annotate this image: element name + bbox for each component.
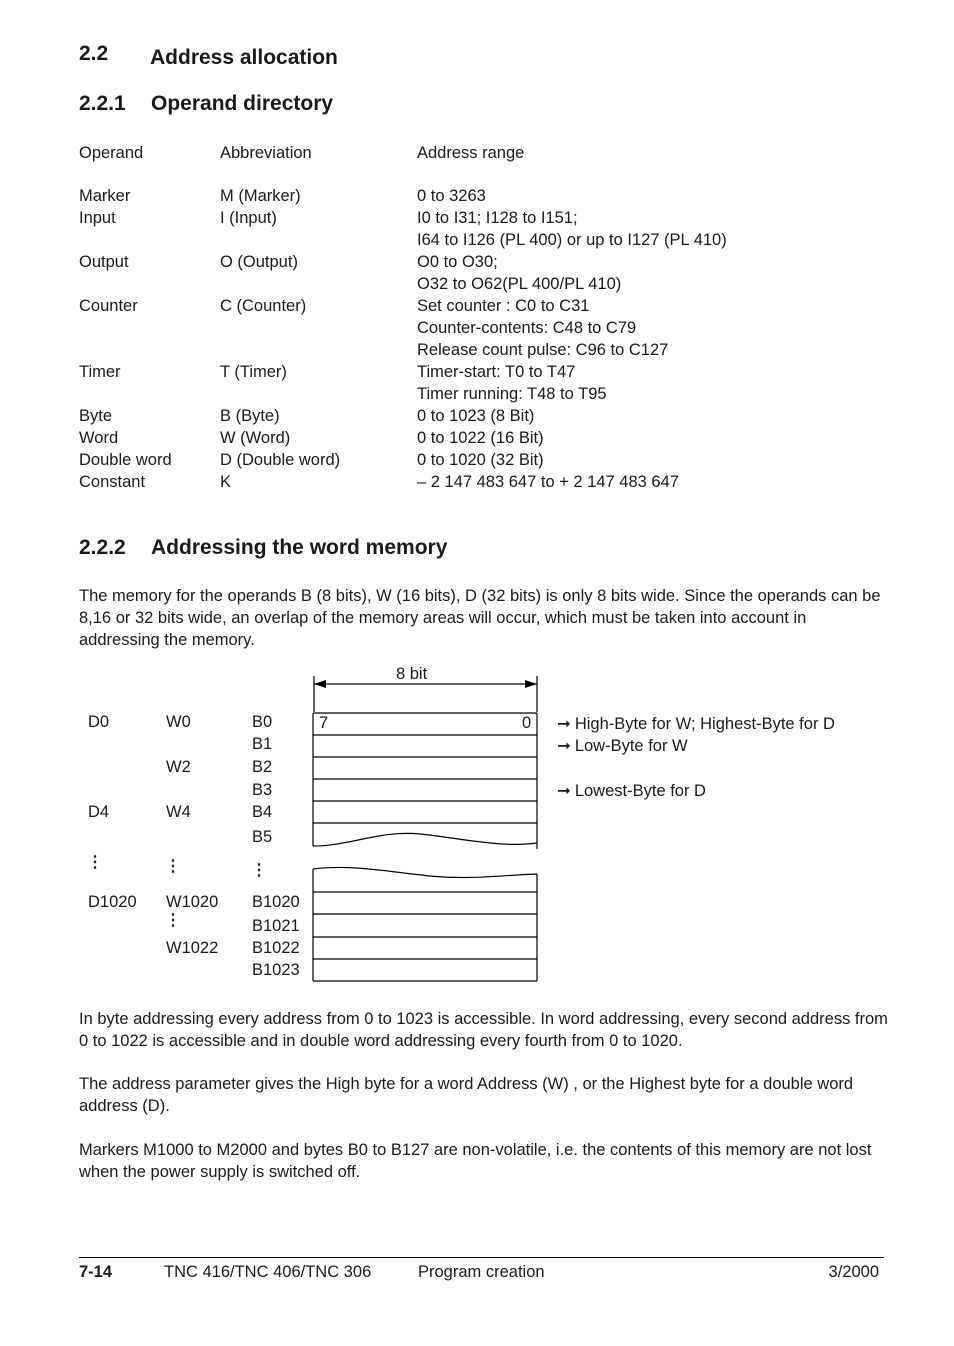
subsection-number: 2.2.2 (79, 536, 126, 559)
label-w2: W2 (166, 758, 191, 776)
note-lowest-byte (557, 781, 706, 801)
section-number: 2.2 (79, 42, 109, 65)
cell-abbreviation: M (Marker) (220, 187, 301, 205)
cell-operand: Marker (79, 187, 131, 205)
label-d0: D0 (88, 713, 110, 731)
cell-range: O0 to O30; O32 to O62(PL 400/PL 410) (417, 253, 622, 293)
label-b1023: B1023 (252, 961, 300, 979)
vertical-ellipsis: ⋮ (87, 854, 103, 871)
section-title: Address allocation (150, 46, 338, 69)
cell-operand: Constant (79, 473, 146, 491)
bit-high-label: 7 (319, 714, 329, 732)
break-wave-top (313, 833, 537, 846)
cell-abbreviation: T (Timer) (220, 363, 287, 381)
cell-abbreviation: I (Input) (220, 209, 277, 227)
note-low-byte (557, 736, 688, 756)
note-text: High-Byte for W; Highest-Byte for D (574, 715, 835, 733)
label-w1020: W1020 (166, 893, 219, 911)
cell-abbreviation: K (220, 473, 232, 491)
label-b1021: B1021 (252, 917, 300, 935)
cell-operand: Input (79, 209, 116, 227)
footer-model: TNC 416/TNC 406/TNC 306 (164, 1263, 372, 1281)
cell-range: I0 to I31; I128 to I151; I64 to I126 (PL 400) or up to I127 (PL 410) (417, 209, 727, 249)
arrow-right-icon: ➞ (557, 737, 571, 755)
vertical-ellipsis: ⋮ (251, 862, 267, 879)
cell-abbreviation: W (Word) (220, 429, 291, 447)
label-b3: B3 (252, 781, 273, 799)
paragraph-address-parameter: The address parameter gives the High byte for a word Address (W) , or the Highest byte for a double word address (D). (79, 1075, 854, 1115)
label-w1022: W1022 (166, 939, 219, 957)
label-b0: B0 (252, 713, 273, 731)
cell-range: 0 to 1020 (32 Bit) (417, 451, 544, 469)
cell-operand: Byte (79, 407, 113, 425)
cell-range: Set counter : C0 to C31 Counter-contents: C48 to C79 Release count pulse: C96 to C127 (417, 297, 669, 359)
column-header-address-range: Address range (417, 144, 525, 162)
arrow-right-icon: ➞ (557, 782, 571, 800)
note-high-byte (557, 714, 835, 734)
note-text: Low-Byte for W (574, 737, 688, 755)
cell-abbreviation: B (Byte) (220, 407, 280, 425)
label-b1022: B1022 (252, 939, 300, 957)
label-b5: B5 (252, 828, 273, 846)
note-text: Lowest-Byte for D (574, 782, 706, 800)
column-header-abbreviation: Abbreviation (220, 144, 312, 162)
vertical-ellipsis: ⋮ (165, 912, 181, 929)
cell-operand: Double word (79, 451, 172, 469)
paragraph-non-volatile: Markers M1000 to M2000 and bytes B0 to B127 are non-volatile, i.e. the contents of this memory are not lost when the power supply is switched off. (79, 1141, 872, 1181)
cell-operand: Timer (79, 363, 121, 381)
paragraph-addressing: In byte addressing every address from 0 to 1023 is accessible. In word addressing, every second address from 0 to 1022 is accessible and in double word addressing every fourth from 0 to 1020. (79, 1010, 888, 1050)
page-number: 7-14 (79, 1263, 113, 1281)
label-b2: B2 (252, 758, 273, 776)
cell-abbreviation: O (Output) (220, 253, 298, 271)
column-header-operand: Operand (79, 144, 144, 162)
arrowhead-left (314, 680, 326, 688)
label-b4: B4 (252, 803, 273, 821)
footer-chapter: Program creation (418, 1263, 545, 1281)
break-wave-bottom (313, 867, 537, 877)
cell-abbreviation: D (Double word) (220, 451, 341, 469)
subsection-title: Addressing the word memory (151, 536, 448, 559)
label-w0: W0 (166, 713, 191, 731)
bit-width-label: 8 bit (396, 665, 428, 683)
cell-range: – 2 147 483 647 to + 2 147 483 647 (417, 473, 679, 491)
label-w4: W4 (166, 803, 191, 821)
cell-range: 0 to 3263 (417, 187, 486, 205)
footer-rule (79, 1257, 884, 1258)
label-b1020: B1020 (252, 893, 300, 911)
intro-paragraph: The memory for the operands B (8 bits), W (16 bits), D (32 bits) is only 8 bits wide. Since the operands can be 8,16 or 32 bits wide, an overlap of the memory areas will occur, which must be taken into account in addressing the memory. (79, 587, 881, 649)
subsection-title: Operand directory (151, 92, 334, 115)
label-d1020: D1020 (88, 893, 137, 911)
cell-range: 0 to 1022 (16 Bit) (417, 429, 544, 447)
footer-date: 3/2000 (828, 1263, 879, 1281)
subsection-number: 2.2.1 (79, 92, 126, 115)
cell-operand: Counter (79, 297, 138, 315)
cell-range: 0 to 1023 (8 Bit) (417, 407, 535, 425)
arrow-right-icon: ➞ (557, 715, 571, 733)
bit-low-label: 0 (522, 714, 532, 732)
cell-operand: Output (79, 253, 129, 271)
arrowhead-right (525, 680, 537, 688)
label-b1: B1 (252, 735, 273, 753)
vertical-ellipsis: ⋮ (165, 858, 181, 875)
cell-operand: Word (79, 429, 119, 447)
cell-range: Timer-start: T0 to T47 Timer running: T48 to T95 (417, 363, 607, 403)
cell-abbreviation: C (Counter) (220, 297, 307, 315)
label-d4: D4 (88, 803, 110, 821)
